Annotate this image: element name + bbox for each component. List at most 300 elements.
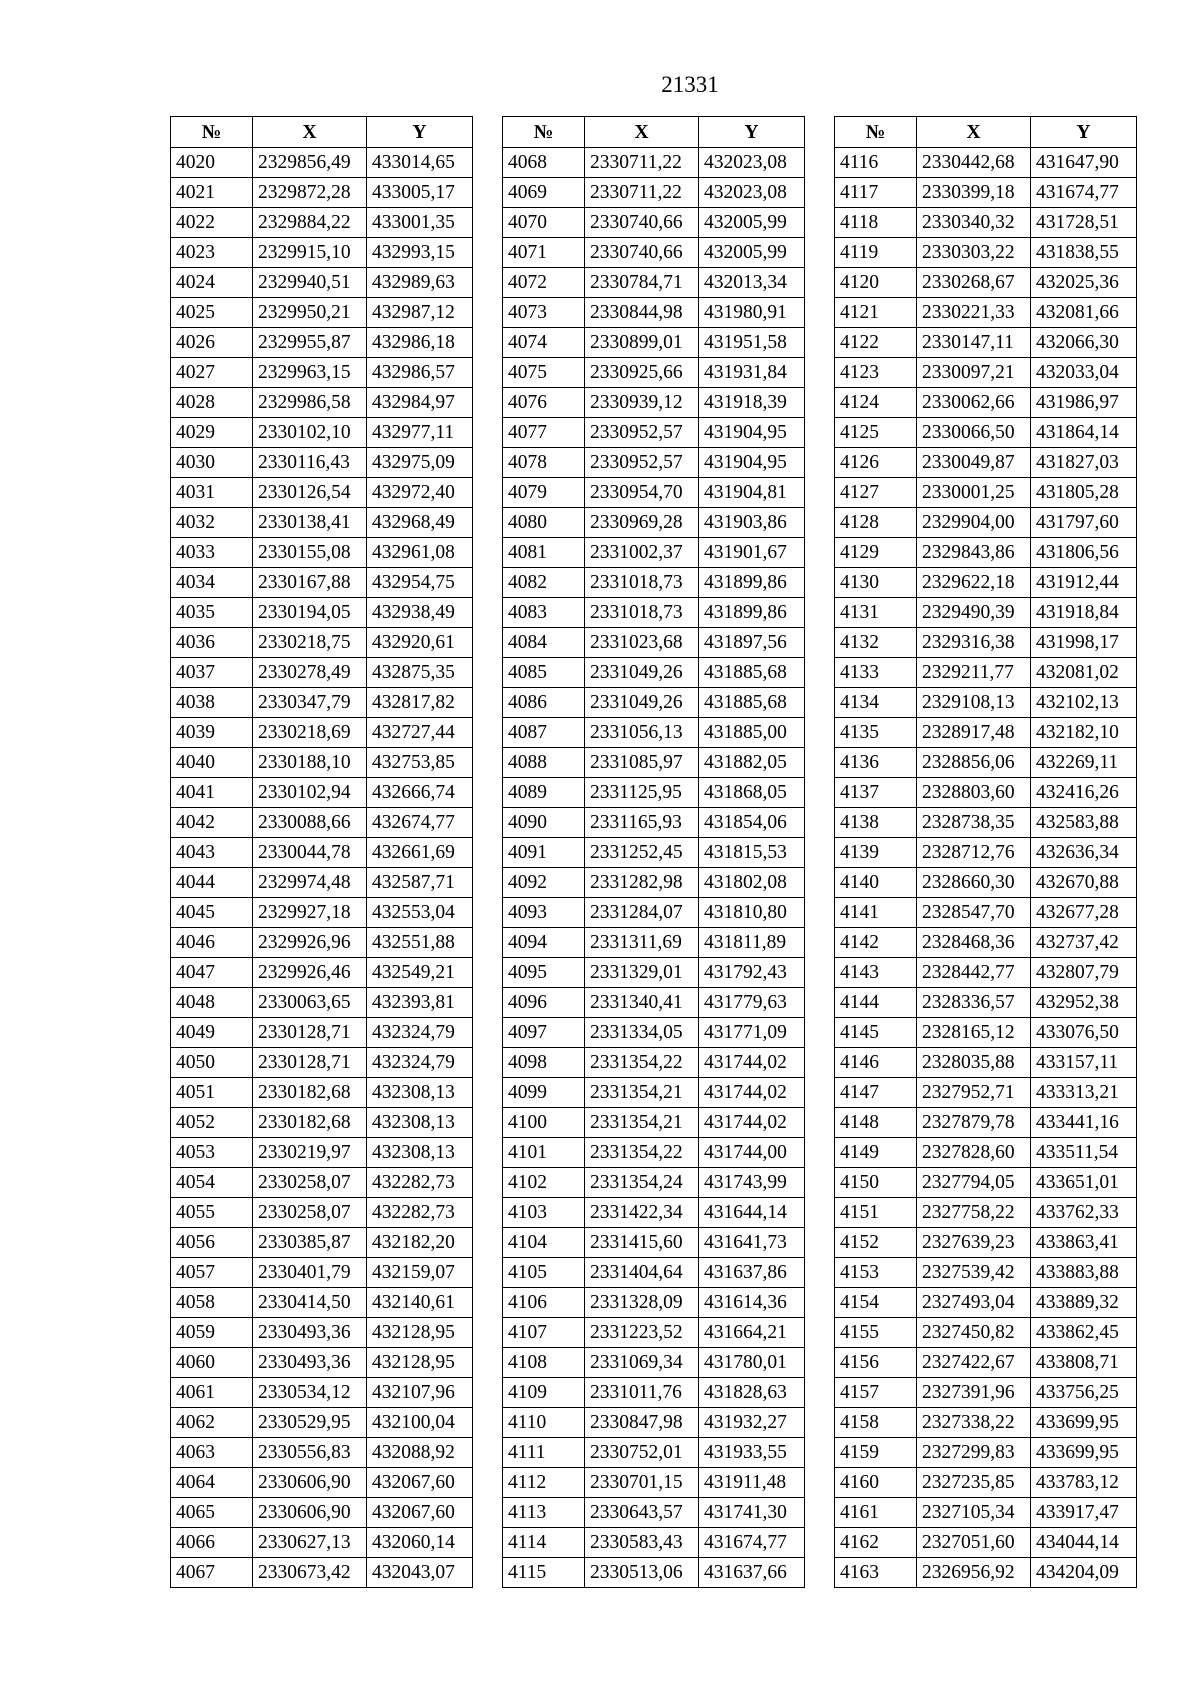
point-number: 4098 (503, 1048, 585, 1078)
coordinate-x: 2329963,15 (253, 358, 367, 388)
coordinate-x: 2330606,90 (253, 1498, 367, 1528)
page-number: 21331 (661, 72, 719, 97)
point-number: 4047 (171, 958, 253, 988)
point-number: 4028 (171, 388, 253, 418)
point-number: 4129 (835, 538, 917, 568)
table-row (171, 1078, 473, 1108)
coordinate-x: 2329974,48 (253, 868, 367, 898)
coordinate-y: 432282,73 (367, 1168, 473, 1198)
coordinate-x: 2330740,66 (585, 238, 699, 268)
coordinate-y: 432993,15 (367, 238, 473, 268)
coordinate-x: 2330347,79 (253, 688, 367, 718)
coordinate-x: 2330188,10 (253, 748, 367, 778)
coordinate-y: 431882,05 (699, 748, 805, 778)
point-number: 4147 (835, 1078, 917, 1108)
coordinate-x: 2331354,22 (585, 1138, 699, 1168)
point-number: 4020 (171, 148, 253, 178)
table-row (171, 1558, 473, 1588)
table-row (171, 568, 473, 598)
coordinate-x: 2329955,87 (253, 328, 367, 358)
coordinate-x: 2330126,54 (253, 478, 367, 508)
coordinate-y: 431802,08 (699, 868, 805, 898)
coordinate-y: 431885,00 (699, 718, 805, 748)
point-number: 4162 (835, 1528, 917, 1558)
coordinate-x: 2330219,97 (253, 1138, 367, 1168)
coordinate-y: 432140,61 (367, 1288, 473, 1318)
point-number: 4106 (503, 1288, 585, 1318)
coordinate-y: 431805,28 (1031, 478, 1137, 508)
point-number: 4037 (171, 658, 253, 688)
coordinate-y: 431637,86 (699, 1258, 805, 1288)
table-row (835, 238, 1137, 268)
coordinate-y: 432025,36 (1031, 268, 1137, 298)
coordinate-y: 431728,51 (1031, 208, 1137, 238)
point-number: 4132 (835, 628, 917, 658)
point-number: 4131 (835, 598, 917, 628)
point-number: 4104 (503, 1228, 585, 1258)
table-row (503, 1048, 805, 1078)
point-number: 4152 (835, 1228, 917, 1258)
point-number: 4143 (835, 958, 917, 988)
coordinates-table-3 (834, 116, 1137, 1588)
coordinate-y: 432005,99 (699, 208, 805, 238)
coordinate-y: 432102,13 (1031, 688, 1137, 718)
coordinate-y: 431806,56 (1031, 538, 1137, 568)
point-number: 4063 (171, 1438, 253, 1468)
point-number: 4146 (835, 1048, 917, 1078)
table-row (503, 958, 805, 988)
coordinate-x: 2327639,23 (917, 1228, 1031, 1258)
coordinate-y: 432088,92 (367, 1438, 473, 1468)
coordinate-y: 432067,60 (367, 1498, 473, 1528)
coordinate-x: 2330740,66 (585, 208, 699, 238)
coordinate-y: 432952,38 (1031, 988, 1137, 1018)
point-number: 4128 (835, 508, 917, 538)
point-number: 4100 (503, 1108, 585, 1138)
coordinate-y: 432308,13 (367, 1108, 473, 1138)
point-number: 4058 (171, 1288, 253, 1318)
table-row (171, 628, 473, 658)
coordinate-y: 431868,05 (699, 778, 805, 808)
table-row (171, 1198, 473, 1228)
coordinate-x: 2330340,32 (917, 208, 1031, 238)
point-number: 4159 (835, 1438, 917, 1468)
coordinate-y: 433076,50 (1031, 1018, 1137, 1048)
point-number: 4102 (503, 1168, 585, 1198)
point-number: 4048 (171, 988, 253, 1018)
coordinate-x: 2330303,22 (917, 238, 1031, 268)
coordinate-x: 2329926,96 (253, 928, 367, 958)
coordinate-y: 432674,77 (367, 808, 473, 838)
coordinate-y: 433889,32 (1031, 1288, 1137, 1318)
coordinate-x: 2330258,07 (253, 1198, 367, 1228)
coordinate-y: 432984,97 (367, 388, 473, 418)
table-row (835, 748, 1137, 778)
coordinate-y: 431779,63 (699, 988, 805, 1018)
coordinate-y: 432081,66 (1031, 298, 1137, 328)
header-number: № (171, 117, 253, 148)
coordinate-y: 431986,97 (1031, 388, 1137, 418)
table-row (503, 1018, 805, 1048)
table-row (171, 718, 473, 748)
table-row (835, 148, 1137, 178)
point-number: 4115 (503, 1558, 585, 1588)
table-row (835, 1408, 1137, 1438)
coordinate-y: 433014,65 (367, 148, 473, 178)
coordinate-y: 432975,09 (367, 448, 473, 478)
point-number: 4121 (835, 298, 917, 328)
coordinate-x: 2331049,26 (585, 688, 699, 718)
coordinate-x: 2330513,06 (585, 1558, 699, 1588)
coordinate-x: 2327879,78 (917, 1108, 1031, 1138)
coordinate-y: 431827,03 (1031, 448, 1137, 478)
table-row (171, 1408, 473, 1438)
point-number: 4081 (503, 538, 585, 568)
point-number: 4045 (171, 898, 253, 928)
table-row (503, 1318, 805, 1348)
coordinate-y: 432081,02 (1031, 658, 1137, 688)
coordinate-y: 431933,55 (699, 1438, 805, 1468)
coordinate-y: 432159,07 (367, 1258, 473, 1288)
table-row (171, 1258, 473, 1288)
coordinates-table-1 (170, 116, 473, 1588)
coordinate-x: 2327952,71 (917, 1078, 1031, 1108)
coordinate-x: 2330952,57 (585, 418, 699, 448)
table-row (835, 868, 1137, 898)
table-row (503, 298, 805, 328)
coordinate-x: 2330258,07 (253, 1168, 367, 1198)
coordinate-x: 2329211,77 (917, 658, 1031, 688)
table-header-row (171, 117, 473, 148)
point-number: 4118 (835, 208, 917, 238)
table-row (503, 1498, 805, 1528)
table-row (835, 628, 1137, 658)
table-row (503, 388, 805, 418)
point-number: 4125 (835, 418, 917, 448)
point-number: 4141 (835, 898, 917, 928)
coordinate-y: 431664,21 (699, 1318, 805, 1348)
table-row (171, 1498, 473, 1528)
table-row (835, 1528, 1137, 1558)
coordinate-y: 432986,57 (367, 358, 473, 388)
point-number: 4127 (835, 478, 917, 508)
coordinate-y: 432961,08 (367, 538, 473, 568)
point-number: 4051 (171, 1078, 253, 1108)
coordinate-y: 432753,85 (367, 748, 473, 778)
table-row (835, 928, 1137, 958)
coordinate-y: 432324,79 (367, 1048, 473, 1078)
coordinate-y: 432308,13 (367, 1078, 473, 1108)
point-number: 4039 (171, 718, 253, 748)
point-number: 4160 (835, 1468, 917, 1498)
coordinate-x: 2329108,13 (917, 688, 1031, 718)
coordinate-y: 432100,04 (367, 1408, 473, 1438)
point-number: 4109 (503, 1378, 585, 1408)
table-row (835, 658, 1137, 688)
point-number: 4050 (171, 1048, 253, 1078)
table-row (171, 838, 473, 868)
table-row (171, 418, 473, 448)
table-row (503, 418, 805, 448)
coordinate-x: 2329950,21 (253, 298, 367, 328)
point-number: 4085 (503, 658, 585, 688)
coordinate-y: 432005,99 (699, 238, 805, 268)
coordinate-x: 2330097,21 (917, 358, 1031, 388)
coordinate-y: 431647,90 (1031, 148, 1137, 178)
coordinate-y: 432875,35 (367, 658, 473, 688)
table-row (503, 178, 805, 208)
point-number: 4079 (503, 478, 585, 508)
coordinate-x: 2331422,34 (585, 1198, 699, 1228)
point-number: 4114 (503, 1528, 585, 1558)
coordinate-y: 431899,86 (699, 598, 805, 628)
point-number: 4075 (503, 358, 585, 388)
point-number: 4158 (835, 1408, 917, 1438)
coordinate-x: 2331354,21 (585, 1078, 699, 1108)
coordinate-y: 433005,17 (367, 178, 473, 208)
coordinate-y: 432807,79 (1031, 958, 1137, 988)
point-number: 4080 (503, 508, 585, 538)
coordinate-x: 2328547,70 (917, 898, 1031, 928)
coordinate-y: 433862,45 (1031, 1318, 1137, 1348)
point-number: 4027 (171, 358, 253, 388)
table-row (503, 148, 805, 178)
table-row (835, 688, 1137, 718)
table-row (503, 928, 805, 958)
point-number: 4083 (503, 598, 585, 628)
table-row (171, 1348, 473, 1378)
table-row (503, 688, 805, 718)
coordinate-x: 2330218,69 (253, 718, 367, 748)
point-number: 4040 (171, 748, 253, 778)
table-row (503, 1168, 805, 1198)
coordinate-x: 2331165,93 (585, 808, 699, 838)
coordinate-x: 2330627,13 (253, 1528, 367, 1558)
coordinate-y: 431644,14 (699, 1198, 805, 1228)
table-row (835, 1348, 1137, 1378)
point-number: 4084 (503, 628, 585, 658)
point-number: 4099 (503, 1078, 585, 1108)
coordinate-x: 2326956,92 (917, 1558, 1031, 1588)
table-row (835, 838, 1137, 868)
point-number: 4038 (171, 688, 253, 718)
coordinate-x: 2330102,10 (253, 418, 367, 448)
coordinate-x: 2329843,86 (917, 538, 1031, 568)
coordinate-y: 431899,86 (699, 568, 805, 598)
coordinate-y: 432737,42 (1031, 928, 1137, 958)
point-number: 4023 (171, 238, 253, 268)
coordinate-x: 2331002,37 (585, 538, 699, 568)
point-number: 4054 (171, 1168, 253, 1198)
table-row (835, 958, 1137, 988)
coordinate-y: 432972,40 (367, 478, 473, 508)
point-number: 4036 (171, 628, 253, 658)
coordinate-x: 2328712,76 (917, 838, 1031, 868)
point-number: 4052 (171, 1108, 253, 1138)
coordinate-x: 2329926,46 (253, 958, 367, 988)
point-number: 4092 (503, 868, 585, 898)
coordinate-x: 2330221,33 (917, 298, 1031, 328)
point-number: 4138 (835, 808, 917, 838)
table-row (171, 1048, 473, 1078)
table-row (171, 928, 473, 958)
table-row (503, 718, 805, 748)
coordinate-y: 433756,25 (1031, 1378, 1137, 1408)
table-row (171, 688, 473, 718)
coordinate-y: 433863,41 (1031, 1228, 1137, 1258)
table-row (835, 1228, 1137, 1258)
table-row (835, 1498, 1137, 1528)
coordinate-y: 431918,39 (699, 388, 805, 418)
point-number: 4060 (171, 1348, 253, 1378)
table-row (171, 988, 473, 1018)
table-row (835, 388, 1137, 418)
table-row (835, 1468, 1137, 1498)
coordinate-x: 2331354,24 (585, 1168, 699, 1198)
coordinate-y: 432308,13 (367, 1138, 473, 1168)
coordinate-y: 433313,21 (1031, 1078, 1137, 1108)
table-row (171, 748, 473, 778)
coordinate-x: 2330954,70 (585, 478, 699, 508)
coordinate-x: 2327794,05 (917, 1168, 1031, 1198)
table-row (503, 658, 805, 688)
coordinate-y: 431918,84 (1031, 598, 1137, 628)
coordinate-x: 2330182,68 (253, 1108, 367, 1138)
table-row (835, 1168, 1137, 1198)
point-number: 4086 (503, 688, 585, 718)
point-number: 4073 (503, 298, 585, 328)
point-number: 4077 (503, 418, 585, 448)
point-number: 4030 (171, 448, 253, 478)
coordinate-x: 2331354,21 (585, 1108, 699, 1138)
coordinate-y: 431854,06 (699, 808, 805, 838)
point-number: 4061 (171, 1378, 253, 1408)
table-row (171, 1108, 473, 1138)
table-header-row (835, 117, 1137, 148)
coordinate-x: 2330138,41 (253, 508, 367, 538)
coordinate-x: 2330167,88 (253, 568, 367, 598)
table-row (171, 808, 473, 838)
point-number: 4153 (835, 1258, 917, 1288)
coordinate-y: 432954,75 (367, 568, 473, 598)
point-number: 4031 (171, 478, 253, 508)
coordinate-y: 431744,02 (699, 1078, 805, 1108)
table-row (171, 658, 473, 688)
table-row (835, 1318, 1137, 1348)
coordinate-x: 2330182,68 (253, 1078, 367, 1108)
coordinate-x: 2330001,25 (917, 478, 1031, 508)
coordinate-y: 433762,33 (1031, 1198, 1137, 1228)
table-row (503, 538, 805, 568)
point-number: 4055 (171, 1198, 253, 1228)
coordinate-x: 2330063,65 (253, 988, 367, 1018)
table-row (835, 418, 1137, 448)
coordinate-x: 2331011,76 (585, 1378, 699, 1408)
header-number: № (835, 117, 917, 148)
point-number: 4093 (503, 898, 585, 928)
point-number: 4161 (835, 1498, 917, 1528)
coordinate-x: 2330939,12 (585, 388, 699, 418)
coordinate-x: 2330278,49 (253, 658, 367, 688)
table-row (835, 178, 1137, 208)
coordinate-y: 433511,54 (1031, 1138, 1137, 1168)
coordinate-y: 431951,58 (699, 328, 805, 358)
table-row (835, 448, 1137, 478)
table-header-row (503, 117, 805, 148)
coordinate-x: 2330128,71 (253, 1018, 367, 1048)
coordinate-y: 431797,60 (1031, 508, 1137, 538)
coordinate-x: 2328165,12 (917, 1018, 1031, 1048)
coordinate-y: 432282,73 (367, 1198, 473, 1228)
coordinate-y: 431674,77 (699, 1528, 805, 1558)
coordinate-y: 431641,73 (699, 1228, 805, 1258)
table-row (503, 478, 805, 508)
coordinate-y: 432013,34 (699, 268, 805, 298)
table-row (503, 1528, 805, 1558)
table-row (835, 808, 1137, 838)
point-number: 4065 (171, 1498, 253, 1528)
point-number: 4070 (503, 208, 585, 238)
table-row (835, 1048, 1137, 1078)
coordinate-x: 2330401,79 (253, 1258, 367, 1288)
point-number: 4139 (835, 838, 917, 868)
point-number: 4059 (171, 1318, 253, 1348)
point-number: 4088 (503, 748, 585, 778)
table-row (171, 238, 473, 268)
table-row (503, 1138, 805, 1168)
coordinate-x: 2330385,87 (253, 1228, 367, 1258)
table-row (171, 778, 473, 808)
point-number: 4107 (503, 1318, 585, 1348)
table-row (171, 898, 473, 928)
point-number: 4094 (503, 928, 585, 958)
coordinate-x: 2330711,22 (585, 178, 699, 208)
table-row (835, 1198, 1137, 1228)
coordinate-y: 431743,99 (699, 1168, 805, 1198)
coordinate-y: 431744,02 (699, 1108, 805, 1138)
table-row (171, 1018, 473, 1048)
point-number: 4117 (835, 178, 917, 208)
coordinate-x: 2327422,67 (917, 1348, 1031, 1378)
coordinate-x: 2331085,97 (585, 748, 699, 778)
table-body (835, 148, 1137, 1588)
coordinate-y: 431792,43 (699, 958, 805, 988)
coordinate-x: 2331223,52 (585, 1318, 699, 1348)
coordinate-x: 2329884,22 (253, 208, 367, 238)
table-row (503, 238, 805, 268)
coordinate-x: 2327758,22 (917, 1198, 1031, 1228)
point-number: 4133 (835, 658, 917, 688)
point-number: 4137 (835, 778, 917, 808)
coordinate-x: 2330701,15 (585, 1468, 699, 1498)
point-number: 4035 (171, 598, 253, 628)
table-row (835, 598, 1137, 628)
table-row (503, 1558, 805, 1588)
point-number: 4136 (835, 748, 917, 778)
coordinate-y: 432182,10 (1031, 718, 1137, 748)
coordinate-y: 432989,63 (367, 268, 473, 298)
coordinate-y: 432986,18 (367, 328, 473, 358)
coordinate-x: 2327493,04 (917, 1288, 1031, 1318)
coordinate-x: 2330044,78 (253, 838, 367, 868)
coordinate-y: 431741,30 (699, 1498, 805, 1528)
coordinate-x: 2327539,42 (917, 1258, 1031, 1288)
coordinate-y: 432033,04 (1031, 358, 1137, 388)
point-number: 4120 (835, 268, 917, 298)
coordinate-y: 431903,86 (699, 508, 805, 538)
table-row (835, 1258, 1137, 1288)
coordinate-y: 432393,81 (367, 988, 473, 1018)
